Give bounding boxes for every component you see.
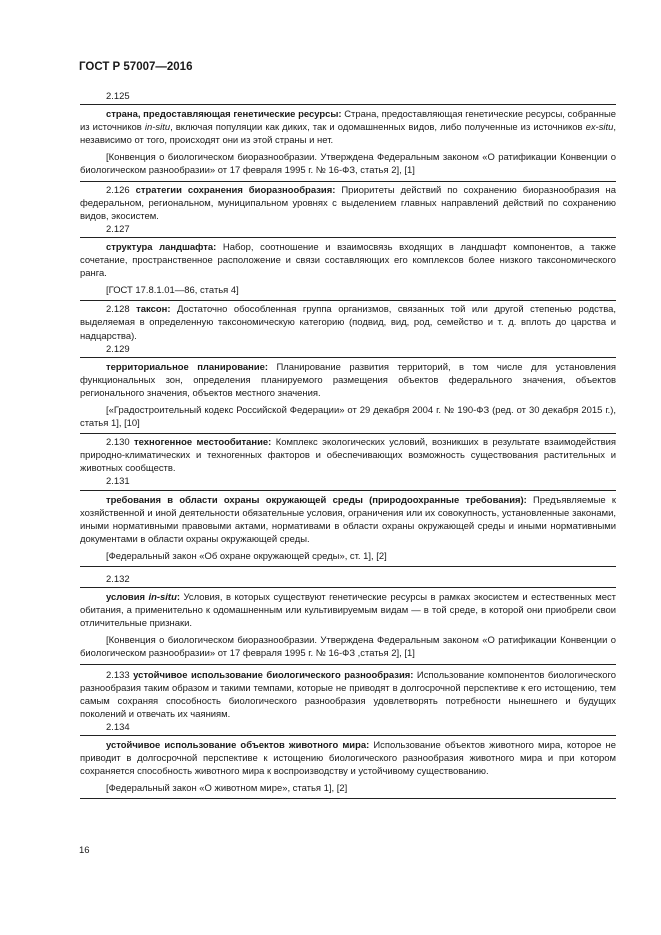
- term-name: требования в области охраны окружающей среды (природоохранные требования):: [106, 494, 527, 506]
- entry-number: 2.131: [106, 476, 130, 488]
- term-definition: [80, 303, 616, 342]
- term-definition: [80, 361, 616, 400]
- term-text: Предъявляемые к хозяйственной и иной деятельности обязательные условия, ограничения или их совокупность, установленные законами, иными нормативными правовыми актами, нормативами в области охраны окружающей среды и иными нормативными документами в области охраны окружающей среды.: [80, 494, 617, 545]
- term-box: [80, 237, 616, 301]
- term-definition: [80, 739, 616, 778]
- term-reference: [«Градостроительный кодекс Российской Федерации» от 29 декабря 2004 г. № 190-ФЗ (ред. от 30 декабря 2015 г.), статья 1], [10]: [80, 404, 616, 430]
- document-body: [80, 90, 616, 801]
- term-definition: [80, 591, 616, 630]
- term-definition: [80, 494, 616, 546]
- term-text: Планирование развития территорий, в том числе для установления функциональных зон, определения планируемого размещения объектов федерального значения, объектов регионального значения, объектов местного значения.: [80, 361, 616, 399]
- term-box: [80, 104, 616, 181]
- term-text: Приоритеты действий по сохранению биоразнообразия на федеральном, региональном, муниципальном уровнях с выделением главных направлений действий по сохранению видов, экосистем.: [80, 184, 616, 222]
- page-number: 16: [79, 845, 90, 856]
- term-text: Использование компонентов биологического разнообразия таким образом и такими темпами, которые не приводят в долгосрочной перспективе к его истощению, тем самым сохраняя способность биологического разнообразия удовлетворять потребности нынешнего и будущих поколений и отвечать их чаяниям.: [80, 669, 616, 720]
- term-name: страна, предоставляющая генетические ресурсы:: [106, 109, 342, 121]
- entry-number: 2.129: [106, 343, 130, 355]
- term-reference: [Федеральный закон «Об охране окружающей среды», ст. 1], [2]: [106, 550, 387, 562]
- entry-number: 2.133: [106, 669, 130, 681]
- term-name: устойчивое использование объектов животного мира:: [106, 740, 370, 752]
- term-box: [80, 587, 616, 664]
- entry-number: 2.132: [106, 574, 130, 585]
- term-definition: [80, 669, 616, 721]
- term-box: [80, 735, 616, 799]
- entry-number: 2.127: [106, 223, 130, 235]
- term-text: Условия, в которых существуют генетические ресурсы в рамках экосистем и естественных мест обитания, а применительно к одомашненным или культивируемым видам — в той среде, в которой они приобрели свои отличительные признаки.: [80, 592, 616, 630]
- term-reference: [Конвенция о биологическом биоразнообразии. Утверждена Федеральным законом «О ратификации Конвенции о биологическом разнообразии» от 17 февраля 1995 г. № 16-ФЗ, статья 2], [1]: [80, 152, 616, 177]
- term-text: Достаточно обособленная группа организмов, связанных той или другой степенью родства, выделяемая в определенную таксономическую категорию (подвид, вид, род, семейство и т. д. вплоть до царства и надцарства).: [80, 304, 616, 342]
- term-name: территориальное планирование:: [106, 361, 269, 373]
- entry-number: 2.130: [106, 437, 130, 449]
- term-name: техногенное местообитание:: [134, 437, 272, 449]
- entry-number: 2.128: [106, 304, 130, 316]
- term-definition: [80, 241, 616, 280]
- term-reference: [ГОСТ 17.8.1.01—86, статья 4]: [106, 285, 239, 297]
- term-name: структура ландшафта:: [106, 241, 217, 253]
- term-name: таксон:: [136, 304, 171, 316]
- term-box: [80, 490, 616, 567]
- term-definition: [80, 436, 616, 475]
- term-name: устойчивое использование биологического разнообразия:: [133, 669, 414, 681]
- term-text: Страна, предоставляющая генетические ресурсы, собранные из источников in-situ, включая популяции как диких, так и одомашненных видов, либо полученные из источников ex-situ, независимо от того, происходят они из этой страны и нет.: [80, 109, 616, 147]
- entry-number: 2.126: [106, 184, 130, 196]
- document-header: ГОСТ Р 57007—2016: [79, 61, 193, 73]
- term-box: [80, 357, 616, 434]
- term-text: Использование объектов животного мира, которое не приводит в долгосрочной перспективе к истощению биологического разнообразия животного мира и при котором сохраняется способность животного мира к воспроизводству и устойчивому существованию.: [80, 740, 616, 778]
- entry-number: 2.134: [106, 721, 130, 733]
- term-text: Комплекс экологических условий, возникших в результате взаимодействия природно-климатических и техногенных факторов и обеспечивающих возможность существования растительных и животных сообществ.: [80, 437, 617, 475]
- term-definition: [80, 108, 616, 147]
- term-name: условия in-situ:: [106, 592, 180, 604]
- term-definition: [80, 184, 616, 223]
- term-reference: [Федеральный закон «О животном мире», статья 1], [2]: [106, 783, 348, 795]
- term-name: стратегии сохранения биоразнообразия:: [135, 184, 336, 196]
- term-text: Набор, соотношение и взаимосвязь входящих в ландшафт компонентов, а также сочетание, пространственное расположение и связи составляющих его комплексов более низкого таксономического ранга.: [80, 241, 616, 280]
- entry-number: 2.125: [106, 91, 130, 102]
- term-reference: [Конвенция о биологическом биоразнообразии. Утверждена Федеральным законом «О ратификации Конвенции о биологическом разнообразии» от 17 февраля 1995 г. № 16-ФЗ ,статья 2], [1]: [80, 635, 616, 660]
